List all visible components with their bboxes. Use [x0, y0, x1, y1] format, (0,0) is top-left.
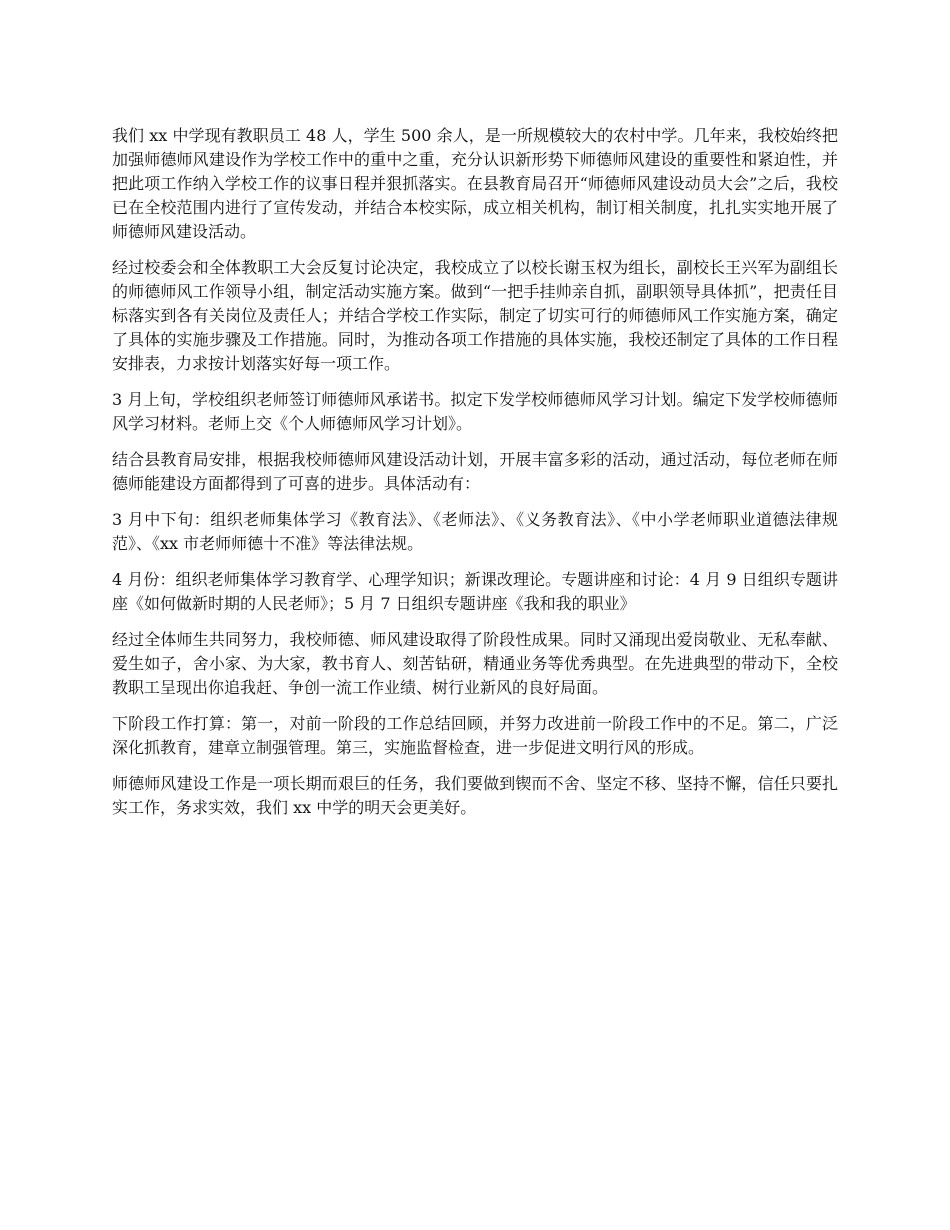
paragraph-march-early: 3 月上旬，学校组织老师签订师德师风承诺书。拟定下发学校师德师风学习计划。编定下发学校师德师风学习材料。老师上交《个人师德师风学习计划》。 — [112, 390, 838, 433]
paragraph-activities-intro: 结合县教育局安排，根据我校师德师风建设活动计划，开展丰富多彩的活动，通过活动，每位老师在师德师能建设方面都得到了可喜的进步。具体活动有： — [112, 450, 838, 493]
paragraph-leadership-group: 经过校委会和全体教职工大会反复讨论决定，我校成立了以校长谢玉权为组长，副校长王兴军为副组长的师德师风工作领导小组，制定活动实施方案。做到“一把手挂帅亲自抓，副职领导具体抓”，把责任目标落实到各有关岗位及责任人；并结合学校工作实际，制定了切实可行的师德师风工作实施方案，确定了具体的实施步骤及工作措施。同时，为推动各项工作措施的具体实施，我校还制定了具体的工作日程安排表，力求按计划落实好每一项工作。 — [112, 258, 838, 373]
paragraph-conclusion: 师德师风建设工作是一项长期而艰巨的任务，我们要做到锲而不舍、坚定不移、坚持不懈，信任只要扎实工作，务求实效，我们 xx 中学的明天会更美好。 — [112, 774, 838, 817]
paragraph-next-plans: 下阶段工作打算：第一，对前一阶段的工作总结回顾，并努力改进前一阶段工作中的不足。第二，广泛深化抓教育，建章立制强管理。第三，实施监督检查，进一步促进文明行风的形成。 — [112, 714, 838, 757]
paragraph-achievements: 经过全体师生共同努力，我校师德、师风建设取得了阶段性成果。同时又涌现出爱岗敬业、无私奉献、爱生如子，舍小家、为大家，教书育人、刻苦钻研，精通业务等优秀典型。在先进典型的带动下，全校教职工呈现出你追我赶、争创一流工作业绩、树行业新风的良好局面。 — [112, 630, 838, 697]
paragraph-april: 4 月份：组织老师集体学习教育学、心理学知识；新课改理论。专题讲座和讨论：4 月 9 日组织专题讲座《如何做新时期的人民老师》；5 月 7 日组织专题讲座《我和我的职业》 — [112, 570, 838, 613]
paragraph-march-mid-late: 3 月中下旬：组织老师集体学习《教育法》、《老师法》、《义务教育法》、《中小学老师职业道德法律规范》、《xx 市老师师德十不准》等法律法规。 — [112, 510, 838, 553]
document-body — [112, 124, 838, 832]
paragraph-school-overview: 我们 xx 中学现有教职员工 48 人，学生 500 余人，是一所规模较大的农村中学。几年来，我校始终把加强师德师风建设作为学校工作中的重中之重，充分认识新形势下师德师风建设的重要性和紧迫性，并把此项工作纳入学校工作的议事日程并狠抓落实。在县教育局召开“师德师风建设动员大会”之后，我校已在全校范围内进行了宣传发动，并结合本校实际，成立相关机构，制订相关制度，扎扎实实地开展了师德师风建设活动。 — [112, 126, 838, 241]
